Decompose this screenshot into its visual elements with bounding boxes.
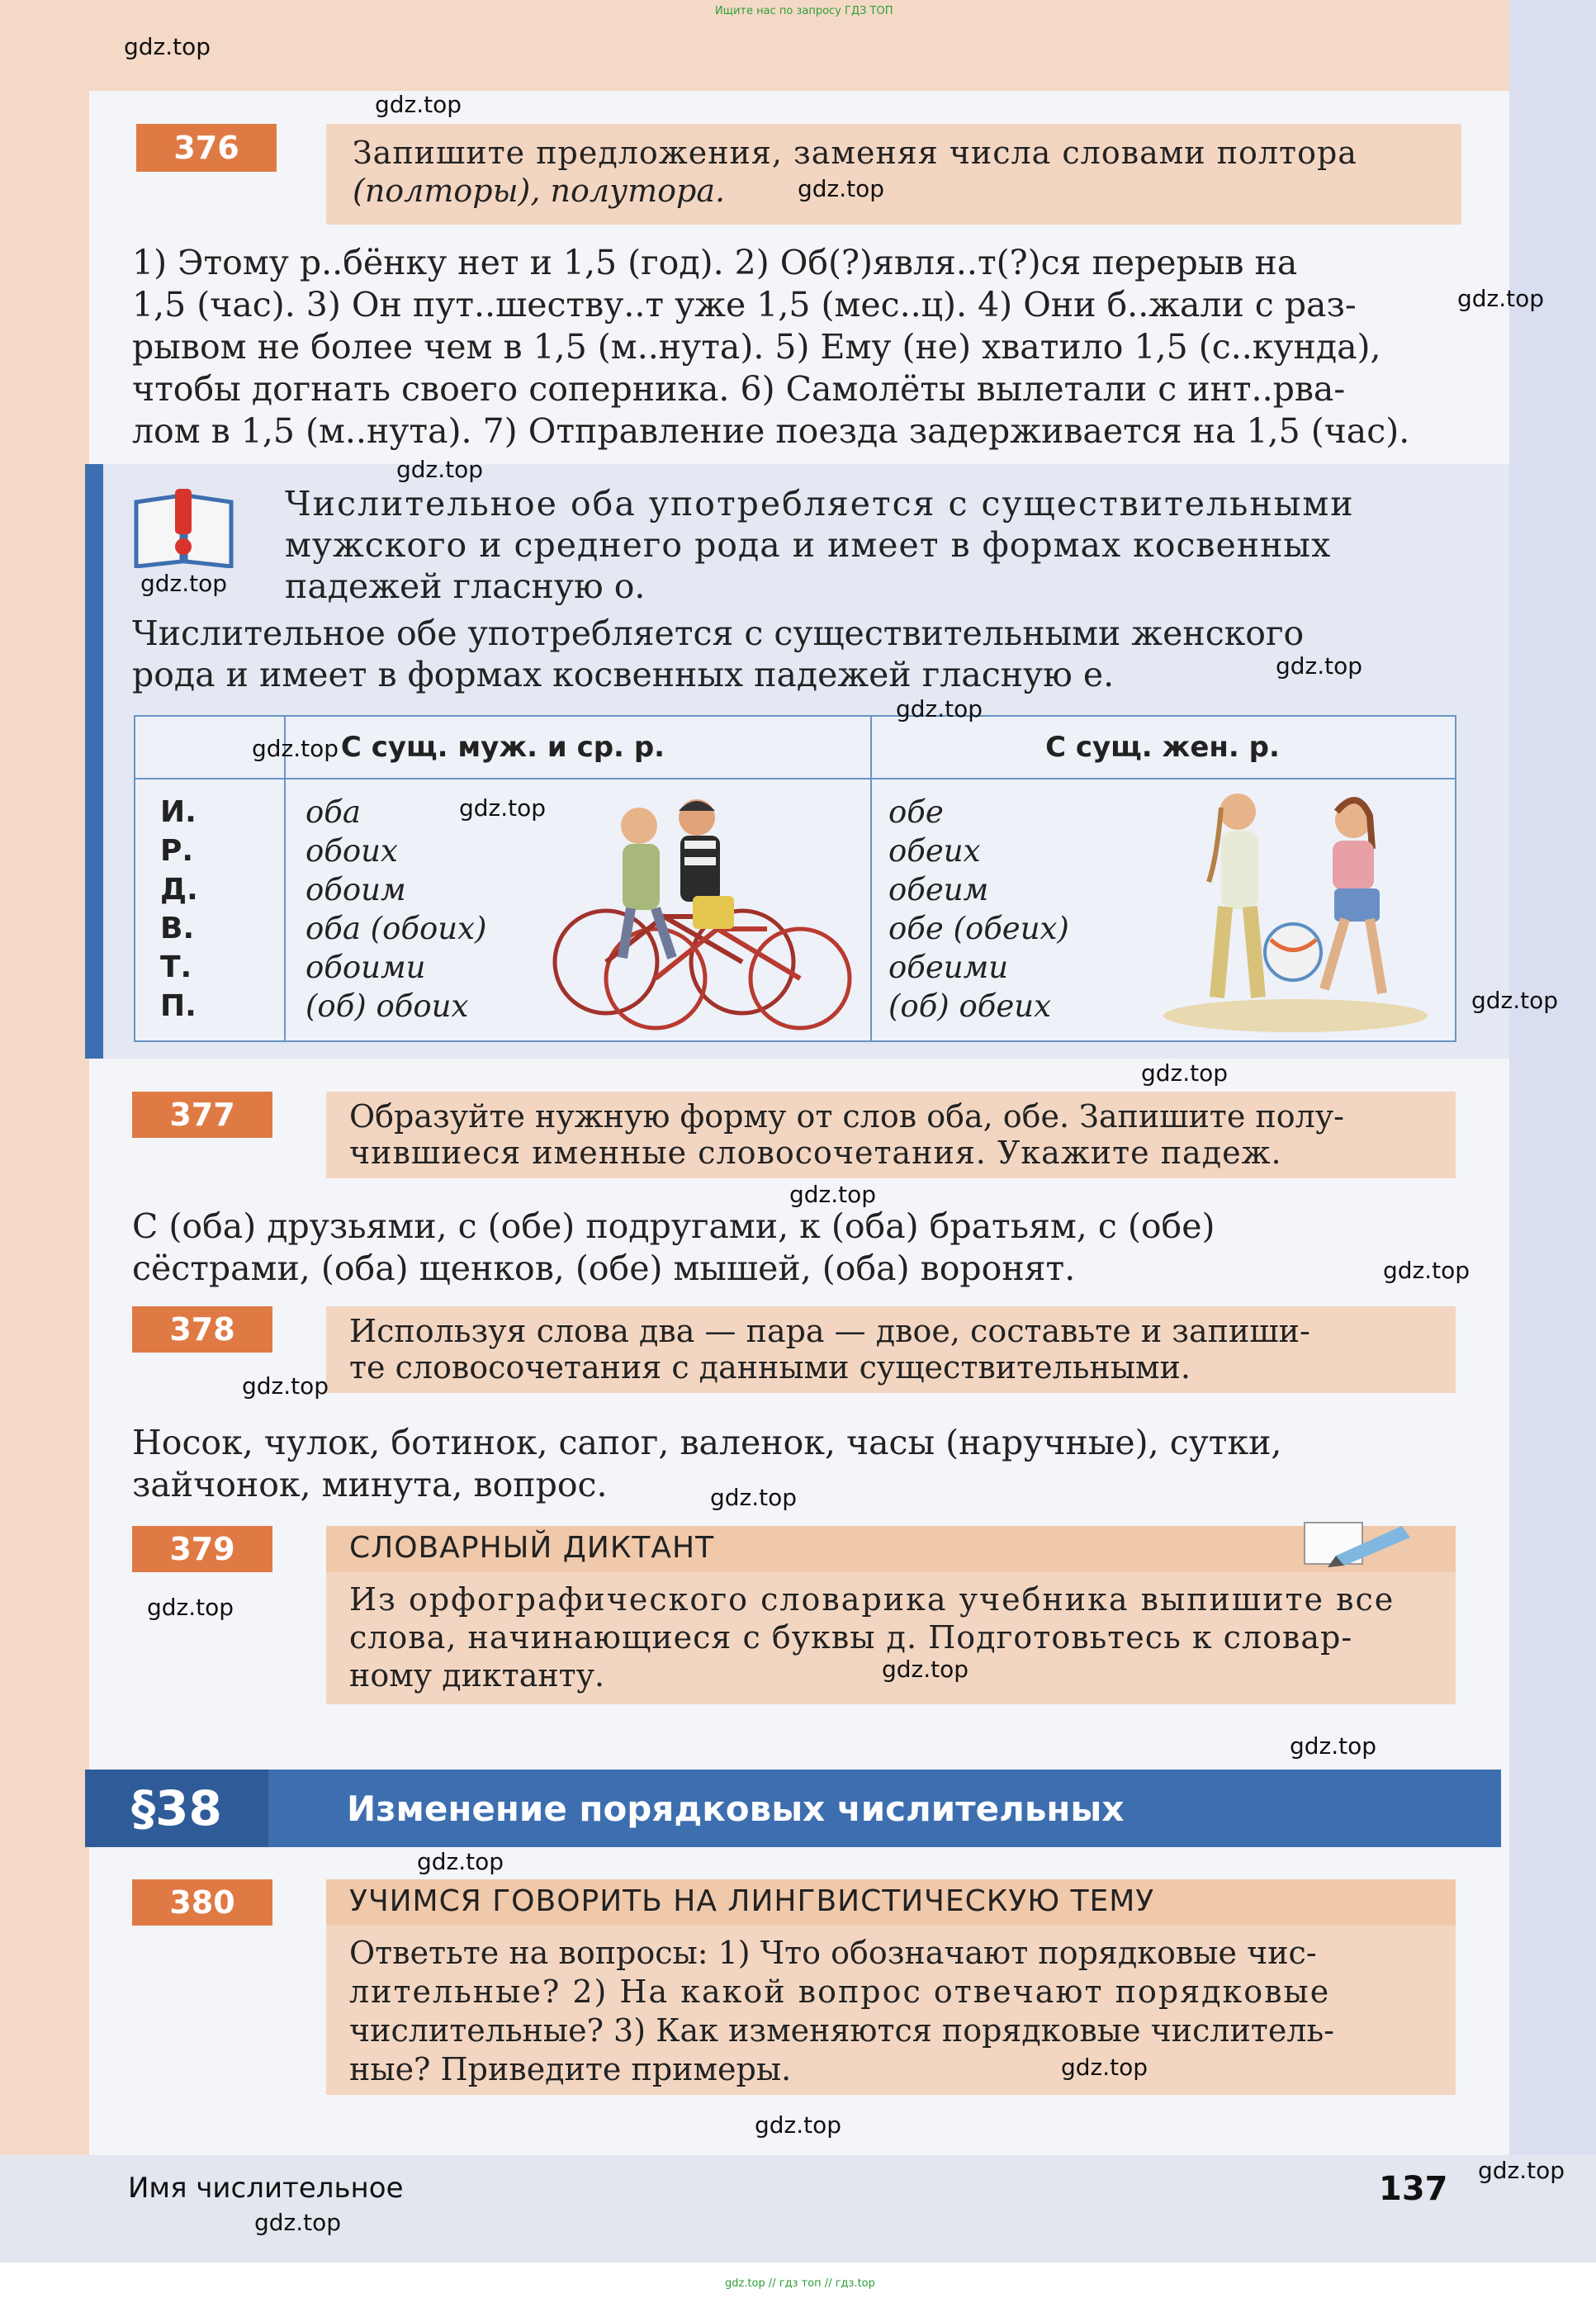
task-376-text — [132, 242, 1460, 452]
task-380-instruction — [326, 1926, 1456, 2095]
section-number: §38 — [85, 1770, 268, 1847]
instruction-line: (полторы), полутора. — [353, 173, 726, 209]
text-line: чтобы догнать своего соперника. 6) Самолёты вылетали с инт..рва- — [132, 369, 1346, 409]
instruction-line: ному диктанту. — [349, 1657, 605, 1694]
instruction-line: Используя слова два — пара — двое, составьте и запиши- — [349, 1313, 1310, 1349]
task-376-instruction — [326, 124, 1461, 225]
watermark: gdz.top — [1290, 1732, 1377, 1760]
watermark: gdz.top — [896, 695, 983, 723]
form-cell: обе (обеих) — [888, 911, 1069, 946]
instruction-line: Из орфографического словарика учебника выпишите все — [349, 1581, 1395, 1618]
rule-line: рода и имеет в формах косвенных падежей гласную е. — [132, 655, 1115, 694]
task-379-instruction — [326, 1572, 1456, 1704]
pencil-icon — [1303, 1518, 1427, 1569]
fem-forms — [888, 793, 1069, 1026]
text-line: Носок, чулок, ботинок, сапог, валенок, часы (наручные), сутки, — [132, 1423, 1282, 1462]
rule-paragraph-1 — [285, 483, 1457, 607]
case-label: И. — [160, 795, 197, 829]
task-number-379: 379 — [132, 1526, 272, 1572]
rule-line: Числительное обе употребляется с существительными женского — [132, 614, 1305, 653]
text-line: сёстрами, (оба) щенков, (обе) мышей, (оба) воронят. — [132, 1249, 1076, 1288]
watermark: gdz.top — [798, 175, 885, 202]
column-divider — [870, 717, 872, 1040]
watermark: gdz.top — [459, 794, 547, 822]
text-line: С (оба) друзьями, с (обе) подругами, к (оба) братьям, с (обе) — [132, 1206, 1215, 1246]
watermark: gdz.top — [124, 33, 211, 60]
watermark: gdz.top — [1383, 1257, 1470, 1284]
instruction-line: слова, начинающиеся с буквы д. Подготовьтесь к словар- — [349, 1619, 1353, 1656]
two-girls-ball-icon — [1159, 783, 1432, 1039]
task-377-instruction — [326, 1092, 1456, 1178]
form-cell: обеим — [888, 872, 989, 907]
text-line: лом в 1,5 (м..нута). 7) Отправление поезда задерживается на 1,5 (час). — [132, 411, 1410, 451]
case-label: П. — [160, 989, 197, 1023]
header-masc: С сущ. муж. и ср. р. — [135, 717, 870, 779]
two-cyclists-icon — [548, 793, 862, 1032]
watermark: gdz.top — [710, 1484, 798, 1511]
instruction-line: лительные? 2) На какой вопрос отвечают порядковые — [349, 1973, 1331, 2010]
page-number: 137 — [1379, 2170, 1448, 2208]
form-cell: обеими — [888, 950, 1009, 985]
text-line: зайчонок, минута, вопрос. — [132, 1465, 608, 1504]
task-377-text — [132, 1206, 1460, 1290]
watermark: gdz.top — [254, 2209, 342, 2236]
task-380-heading: УЧИМСЯ ГОВОРИТЬ НА ЛИНГВИСТИЧЕСКУЮ ТЕМУ — [326, 1879, 1456, 1926]
instruction-line: чившиеся именные словосочетания. Укажите падеж. — [349, 1135, 1282, 1171]
instruction-line: Ответьте на вопросы: 1) Что обозначают порядковые чис- — [349, 1935, 1317, 1971]
watermark: gdz.top — [755, 2111, 842, 2139]
watermark: gdz.top — [1061, 2054, 1148, 2081]
section-title: Изменение порядковых числительных — [347, 1788, 1125, 1829]
instruction-line: Образуйте нужную форму от слов оба, обе. Запишите полу- — [349, 1098, 1344, 1135]
watermark: gdz.top — [1471, 987, 1559, 1014]
rule-accent-bar — [85, 464, 103, 1059]
text-line: 1,5 (час). 3) Он пут..шеству..т уже 1,5 (мес..ц). 4) Они б..жали с раз- — [132, 285, 1357, 325]
watermark: gdz.top — [147, 1594, 234, 1621]
task-number-378: 378 — [132, 1306, 272, 1353]
watermark: gdz.top — [882, 1656, 969, 1683]
watermark: gdz.top — [252, 735, 339, 762]
case-label: Д. — [160, 873, 198, 907]
rule-line: Числительное оба употребляется с существительными — [285, 484, 1355, 524]
instruction-line: числительные? 3) Как изменяются порядковые числитель- — [349, 2012, 1334, 2049]
form-cell: (об) обоих — [305, 988, 469, 1024]
task-number-377: 377 — [132, 1092, 272, 1138]
masc-forms — [305, 793, 486, 1026]
form-cell: обеих — [888, 833, 981, 869]
watermark: gdz.top — [1478, 2157, 1565, 2184]
footer-links[interactable]: gdz.top // гдз топ // гдз.top — [725, 2277, 875, 2290]
watermark: gdz.top — [1457, 285, 1545, 312]
instruction-line: Запишите предложения, заменяя числа словами полтора — [353, 135, 1357, 171]
form-cell: обоим — [305, 872, 406, 907]
task-number-376: 376 — [136, 124, 277, 172]
column-divider — [284, 717, 286, 1040]
form-cell: обоих — [305, 833, 398, 869]
left-margin — [0, 0, 89, 2262]
case-label: Р. — [160, 834, 194, 868]
task-number-380: 380 — [132, 1879, 272, 1926]
exclamation-book-icon — [132, 486, 235, 568]
watermark: gdz.top — [1276, 652, 1363, 680]
task-378-instruction — [326, 1306, 1456, 1393]
task-379-heading: СЛОВАРНЫЙ ДИКТАНТ — [326, 1526, 1456, 1572]
form-cell: обоими — [305, 950, 426, 985]
declension-table — [134, 715, 1456, 1042]
text-line: 1) Этому р..бёнку нет и 1,5 (год). 2) Об(?)явля..т(?)ся перерыв на — [132, 243, 1298, 282]
form-cell: оба — [305, 794, 361, 830]
watermark: gdz.top — [1141, 1059, 1229, 1087]
case-label: Т. — [160, 950, 192, 984]
rule-paragraph-2 — [132, 613, 1460, 695]
watermark: gdz.top — [375, 91, 462, 118]
watermark: gdz.top — [242, 1372, 329, 1400]
watermark: gdz.top — [396, 456, 484, 483]
text-line: рывом не более чем в 1,5 (м..нута). 5) Ему (не) хватило 1,5 (с..кунда), — [132, 327, 1381, 367]
header-fem: С сущ. жен. р. — [870, 717, 1455, 779]
header-search-link[interactable]: Ищите нас по запросу ГДЗ ТОП — [715, 5, 893, 17]
watermark: gdz.top — [417, 1848, 504, 1875]
watermark: gdz.top — [140, 570, 228, 597]
chapter-title: Имя числительное — [128, 2172, 404, 2205]
form-cell: оба (обоих) — [305, 911, 487, 946]
form-cell: обе — [888, 794, 944, 830]
right-margin — [1509, 0, 1596, 2262]
rule-line: мужского и среднего рода и имеет в формах косвенных — [285, 525, 1332, 565]
rule-line: падежей гласную о. — [285, 566, 646, 606]
case-label: В. — [160, 912, 195, 945]
case-column — [160, 793, 198, 1026]
instruction-line: те словосочетания с данными существительными. — [349, 1349, 1191, 1386]
instruction-line: ные? Приведите примеры. — [349, 2051, 792, 2087]
form-cell: (об) обеих — [888, 988, 1051, 1024]
watermark: gdz.top — [789, 1181, 877, 1208]
